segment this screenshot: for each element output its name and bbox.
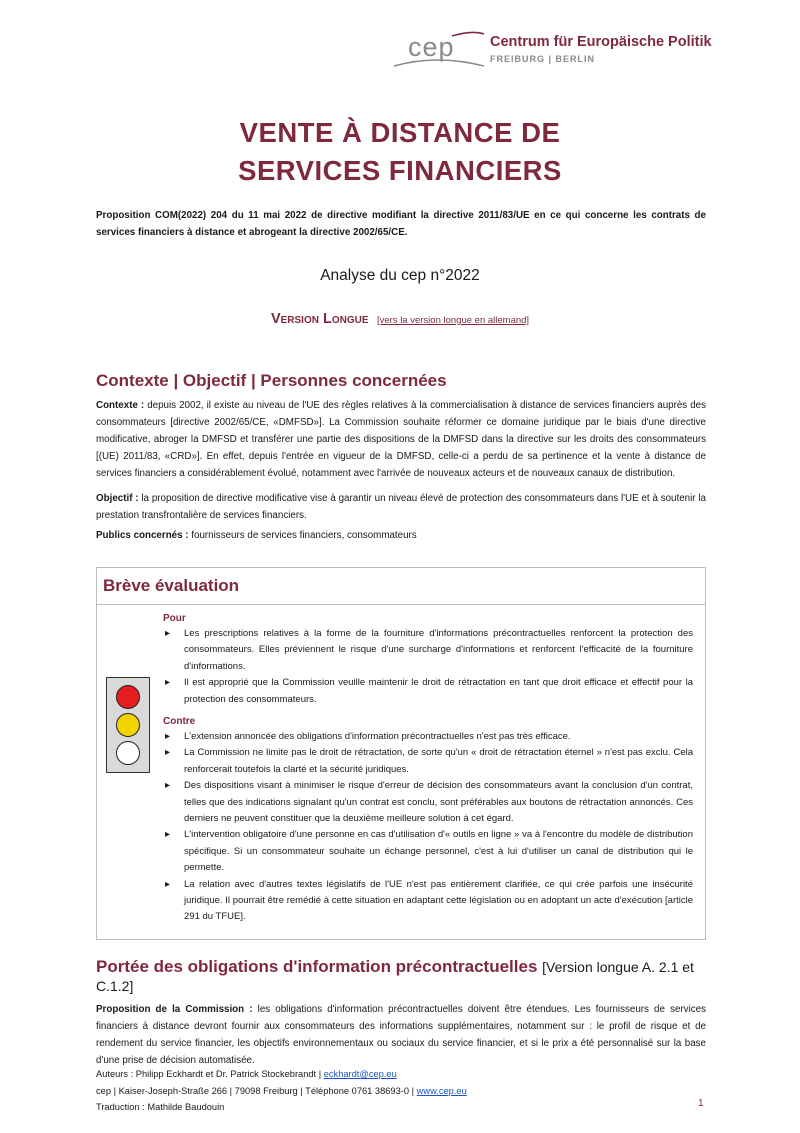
organization-cities: FREIBURG | BERLIN (490, 54, 596, 64)
title-line-1: VENTE À DISTANCE DE (239, 117, 561, 148)
proposal-label: Proposition de la Commission : (96, 1004, 253, 1015)
footer-translation: Traduction : Mathilde Baudouin (96, 1102, 225, 1112)
version-line (0, 310, 800, 328)
title-line-2: SERVICES FINANCIERS (238, 155, 562, 186)
proposal-reference: Proposition COM(2022) 204 du 11 mai 2022 de directive modifiant la directive 2011/83/UE en ce qui concerne les contrats de services financiers à distance et abrogeant la directive 2002/65/CE. (96, 210, 706, 238)
traffic-light-icon (106, 677, 150, 773)
portee-reference-cont: C.1.2] (96, 978, 134, 994)
pour-item: ▸ Les prescriptions relatives à la forme de la fourniture d'informations précontractuelles renforcent la protection des consommateurs. Elles préviennent le risque d'une surcharge d'informations et renforcent l'efficacité de la fourniture d'informations. (163, 626, 693, 675)
german-version-link[interactable]: [vers la version longue en allemand] (376, 315, 530, 326)
objective-text: la proposition de directive modificative vise à garantir un niveau élevé de protection des consommateurs dans l'UE et à soutenir la prestation transfrontalière de services financiers. (96, 493, 706, 521)
contre-item: ▸ L'extension annoncée des obligations d'information précontractuelles n'est pas très efficace. (163, 729, 693, 745)
contre-item: ▸ La Commission ne limite pas le droit de rétractation, de sorte qu'un « droit de rétractation éternel » n'est pas exclu. Cela renforcerait toutefois la clarté et la sécurité juridiques. (163, 745, 693, 778)
portee-reference: [Version longue A. 2.1 et (542, 959, 694, 975)
portee-heading-text: Portée des obligations d'information précontractuelles (96, 957, 538, 976)
pour-list (163, 626, 693, 708)
page-number: 1 (698, 1098, 704, 1109)
audience-label: Publics concernés : (96, 530, 189, 541)
objective-label: Objectif : (96, 493, 139, 504)
off-light-icon (116, 741, 140, 765)
evaluation-divider (97, 604, 705, 605)
organization-name: Centrum für Europäische Politik (490, 34, 712, 50)
contre-item: ▸ L'intervention obligatoire d'une personne en cas d'utilisation d'« outils en ligne » va à l'encontre du modèle de distribution spécifique. Si un consommateur souhaite un échange personnel, c'est à lui d'utiliser un canal de distribution qui le permette. (163, 827, 693, 876)
evaluation-box (96, 567, 706, 940)
yellow-light-icon (116, 713, 140, 737)
contre-item: ▸ La relation avec d'autres textes législatifs de l'UE n'est pas entièrement clarifiée, ce qui crée parfois une insécurité juridique. Il pourrait être remédié à cette situation en adaptant cette législation ou en adoptant un acte d'exécution [article 291 du TFUE]. (163, 877, 693, 926)
context-label: Contexte : (96, 400, 145, 411)
portee-heading (96, 957, 694, 977)
contre-heading: Contre (163, 716, 196, 727)
audience-paragraph (96, 527, 706, 544)
context-text: depuis 2002, il existe au niveau de l'UE des règles relatives à la commercialisation à distance de services financiers auprès des consommateurs [directive 2002/65/CE, «DMFSD»]. La Commission souhaite réformer ce domaine juridique par le biais d'une directive modificative, abroger la DMFSD et transférer une partie des dispositions de la DMFSD dans la directive sur les droits des consommateurs [(UE) 2011/83, «CRD»]. En effet, depuis l'entrée en vigueur de la DMFSD, celle-ci a perdu de sa pertinence et la vente à distance de services financiers a considérablement évolué, notamment avec l'arrivée de nouveaux acteurs et de nouveaux canaux de distribution. (96, 400, 707, 479)
commission-proposal-paragraph (96, 1001, 706, 1069)
document-title (0, 114, 800, 190)
cep-logo (392, 28, 722, 73)
audience-text: fournisseurs de services financiers, consommateurs (188, 530, 417, 541)
contre-list (163, 729, 693, 926)
objective-paragraph (96, 490, 706, 524)
website-link[interactable]: www.cep.eu (416, 1085, 467, 1096)
context-paragraph (96, 397, 706, 482)
pour-item: ▸ Il est approprié que la Commission veuille maintenir le droit de rétractation en tant que droit efficace et effectif pour la protection des consommateurs. (163, 675, 693, 708)
footer-address: cep | Kaiser-Joseph-Straße 266 | 79098 Freiburg | Téléphone 0761 38693-0 | (96, 1085, 415, 1096)
footer-authors: Auteurs : Philipp Eckhardt et Dr. Patrick Stockebrandt | (96, 1069, 322, 1079)
footer (96, 1066, 706, 1116)
evaluation-heading: Brève évaluation (103, 576, 240, 595)
author-email-link[interactable]: eckhardt@cep.eu (323, 1069, 397, 1079)
proposal-text: les obligations d'information précontractuelles doivent être étendues. Les fournisseurs de services financiers à distance devront fournir aux consommateurs des informations supplémentaires, notamment sur : le profil de risque et de rendement du service financier, les objectifs environnementaux ou sociaux du service financier, et si le prix a été personnalisé sur la base d'une prise de décision automatisée. (96, 1004, 707, 1066)
context-heading: Contexte | Objectif | Personnes concernées (96, 371, 447, 390)
contre-item: ▸ Des dispositions visant à minimiser le risque d'erreur de décision des consommateurs avant la conclusion d'un contrat, telles que des indications signalant qu'un contrat est conclu, sont préférables aux boutons de rétractation annoncés. Ces derniers ne peuvent constituer que la deuxième meilleure solution à cet égard. (163, 778, 693, 827)
footer-authors-line (96, 1066, 706, 1083)
logo-text: cep (408, 32, 455, 62)
red-light-icon (116, 685, 140, 709)
pour-heading: Pour (163, 613, 186, 624)
analysis-number: Analyse du cep n°2022 (320, 267, 480, 284)
footer-address-line (96, 1083, 706, 1100)
version-label: Version Longue (270, 311, 369, 327)
